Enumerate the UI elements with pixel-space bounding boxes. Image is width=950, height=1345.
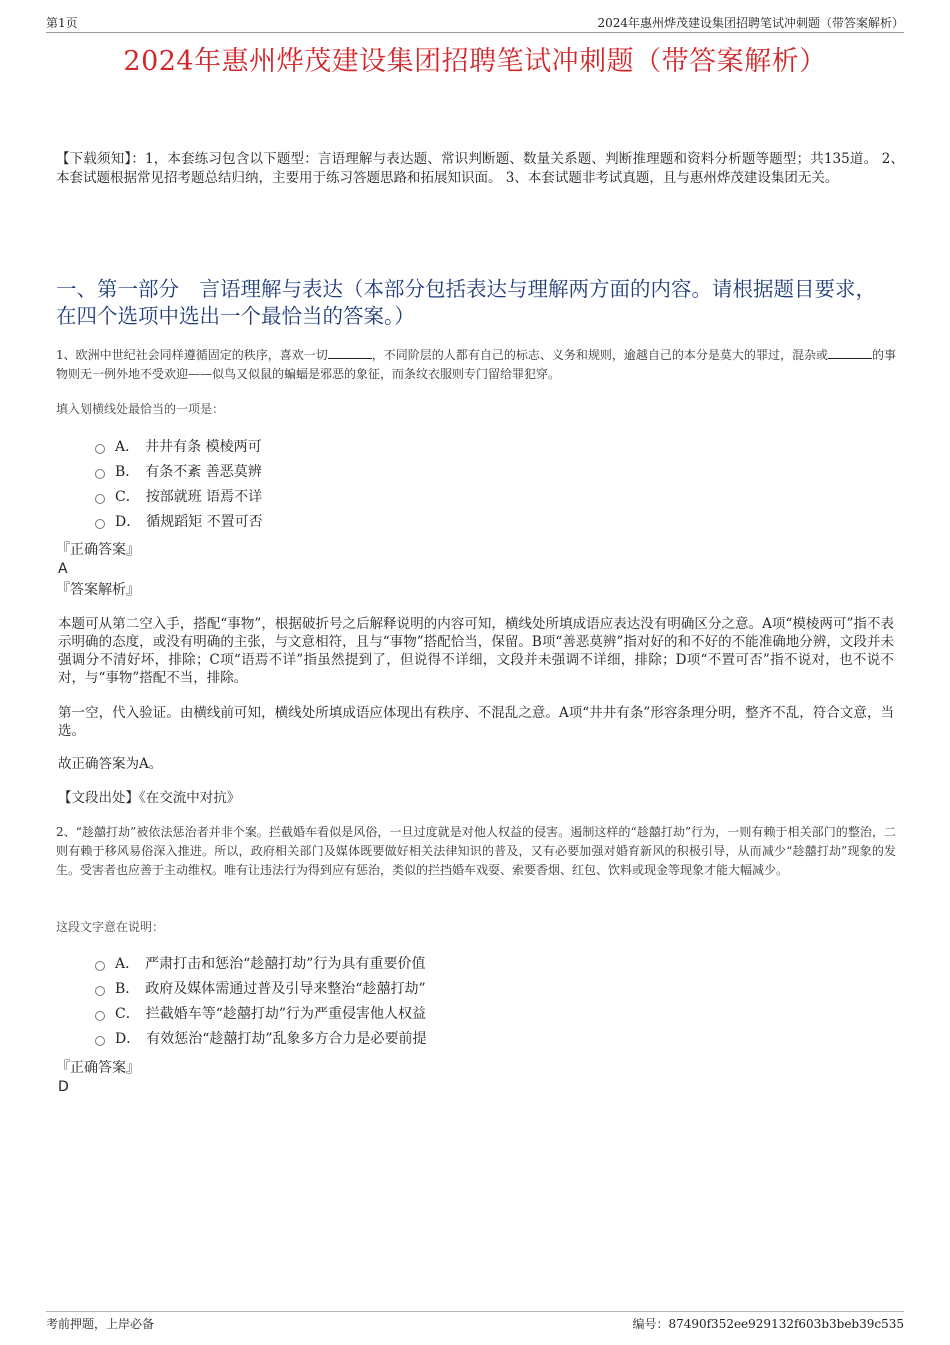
page-number: 第1页 [46,16,78,30]
radio-icon[interactable] [95,961,105,971]
option-c[interactable]: C． 拦截婚车等“趁囍打劫”行为严重侵害他人权益 [95,1000,427,1025]
option-d[interactable]: D． 循规蹈矩 不置可否 [95,508,263,533]
question-1-prompt: 填入划横线处最恰当的一项是： [56,402,225,416]
radio-icon[interactable] [95,986,105,996]
section-heading: 一、第一部分 言语理解与表达（本部分包括表达与理解两方面的内容。请根据题目要求，在四个选项中选出一个最恰当的答案。） [56,277,876,328]
option-a[interactable]: A． 严肃打击和惩治“趁囍打劫”行为具有重要价值 [95,950,427,975]
option-text: 有条不紊 善恶莫辨 [145,463,262,480]
q1-analysis-paragraph-1: 本题可从第二空入手，搭配“事物”，根据破折号之后解释说明的内容可知，横线处所填成语应表达没有明确区分之意。A项“模棱两可”指不表示明确的态度，或没有明确的主张，与文意相符，且与“事物”搭配恰当，保留。B项“善恶莫辨”指对好的和不好的不能准确地分辨，文段并未强调分不清好坏，排除；C项“语焉不详”指虽然提到了，但说得不详细，文段并未强调不详细，排除；D项“不置可否”指不说对，也不说不对，与“事物”搭配不当，排除。 [58,616,894,686]
option-text: 有效惩治“趁囍打劫”乱象多方合力是必要前提 [146,1030,427,1047]
footer-slogan: 考前押题，上岸必备 [46,1317,155,1331]
option-d[interactable]: D． 有效惩治“趁囍打劫”乱象多方合力是必要前提 [95,1025,427,1050]
option-text: 政府及媒体需通过普及引导来整治“趁囍打劫” [145,980,426,997]
q2-answer-value: D [58,1079,69,1095]
option-text: 拦截婚车等“趁囍打劫”行为严重侵害他人权益 [145,1005,427,1022]
q1-stem-part3: 的事物则无一例外地不受欢迎——似鸟又似鼠的蝙蝠是邪恶的象征，而条纹衣服则专门留给罪犯穿。 [56,348,896,381]
radio-icon[interactable] [95,1036,105,1046]
fill-blank-1 [328,346,372,359]
radio-icon[interactable] [95,519,105,529]
q1-source: 【文段出处】《在交流中对抗》 [58,790,241,806]
fill-blank-2 [828,346,872,359]
q1-stem-part2: ，不同阶层的人都有自己的标志、义务和规则，逾越自己的本分是莫大的罪过，混杂或 [371,348,828,362]
page-footer [46,1311,904,1332]
question-2-prompt: 这段文字意在说明： [56,920,165,934]
q2-answer-label: 『正确答案』 [56,1060,140,1076]
header-doc-title: 2024年惠州烨茂建设集团招聘笔试冲刺题（带答案解析） [597,16,904,30]
page-header [46,14,904,33]
question-2-stem: 2、“趁囍打劫”被依法惩治者并非个案。拦截婚车看似是风俗，一旦过度就是对他人权益的侵害。遏制这样的“趁囍打劫”行为，一则有赖于相关部门的整治，二则有赖于移风易俗深入推进。所以，政府相关部门及媒体既要做好相关法律知识的普及，又有必要加强对婚育新风的积极引导，从而减少“趁囍打劫”现象的发生。受害者也应善于主动维权。唯有让违法行为得到应有惩治，类似的拦挡婚车戏耍、索要香烟、红包、饮料或现金等现象才能大幅减少。 [56,825,896,877]
q1-analysis-label: 『答案解析』 [56,582,140,598]
document-title: 2024年惠州烨茂建设集团招聘笔试冲刺题（带答案解析） [123,46,827,77]
q1-answer-label: 『正确答案』 [56,542,140,558]
radio-icon[interactable] [95,469,105,479]
question-1-stem [56,346,896,384]
q1-answer-value: A [58,561,68,577]
download-notice: 【下载须知】：1，本套练习包含以下题型：言语理解与表达题、常识判断题、数量关系题、判断推理题和资料分析题等题型；共135道。 2、本套试题根据常见招考题总结归纳，主要用于练习答题思路和拓展知识面。 3、本套试题非考试真题，且与惠州烨茂建设集团无关。 [56,151,904,186]
q1-analysis-paragraph-2: 第一空，代入验证。由横线前可知，横线处所填成语应体现出有秩序、不混乱之意。A项“井井有条”形容条理分明，整齐不乱，符合文意，当选。 [58,705,894,739]
option-b[interactable]: B． 政府及媒体需通过普及引导来整治“趁囍打劫” [95,975,427,1000]
q1-stem-part1: 1、欧洲中世纪社会同样遵循固定的秩序，喜欢一切 [56,348,328,362]
footer-doc-id: 编号：87490f352ee929132f603b3beb39c535 [632,1317,904,1331]
option-b[interactable]: B． 有条不紊 善恶莫辨 [95,458,263,483]
option-a[interactable]: A． 井井有条 模棱两可 [95,433,263,458]
radio-icon[interactable] [95,1011,105,1021]
option-text: 严肃打击和惩治“趁囍打劫”行为具有重要价值 [145,955,426,972]
question-2-options [95,950,427,1050]
option-text: 循规蹈矩 不置可否 [146,513,263,530]
radio-icon[interactable] [95,494,105,504]
question-1-options [95,433,263,533]
option-text: 按部就班 语焉不详 [145,488,263,505]
q1-analysis-paragraph-3: 故正确答案为A。 [58,756,163,772]
option-text: 井井有条 模棱两可 [145,438,262,455]
option-c[interactable]: C． 按部就班 语焉不详 [95,483,263,508]
radio-icon[interactable] [95,444,105,454]
